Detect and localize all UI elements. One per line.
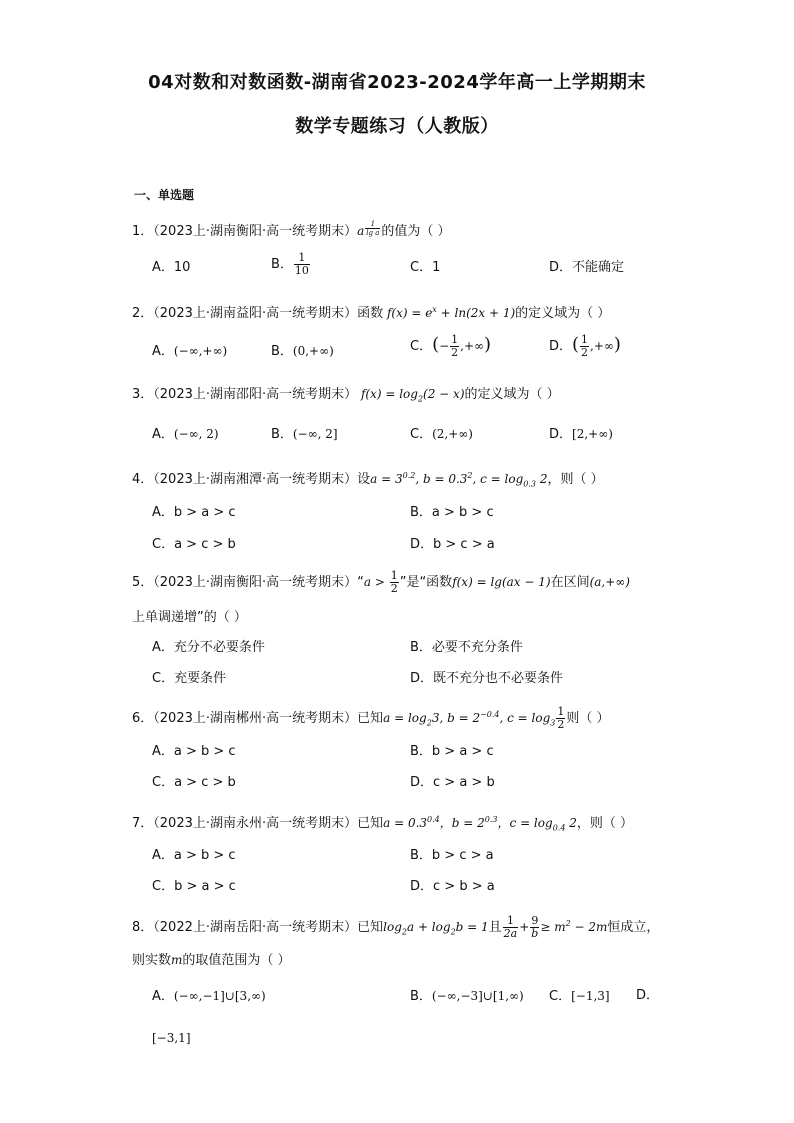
question-1-option-d[interactable]: D．不能确定 (549, 260, 625, 275)
question-4-prefix: 4．（2023上·湖南湘潭·高一统考期末）设 (132, 472, 371, 487)
question-4-expression: $a = 3^{0.2}$, $b = 0.3^2$, $c = \log_{0.3} 2$ (370, 471, 548, 489)
question-5-expression: a > $\frac{1}{2}$ (363, 569, 398, 595)
question-8-option-d-value[interactable]: [−3,1] (152, 1031, 191, 1045)
question-5-option-d[interactable]: D．既不充分也不必要条件 (410, 671, 564, 686)
question-4 (132, 466, 604, 494)
question-6-option-b[interactable]: B．b > a > c (410, 744, 494, 759)
question-8-mid: 且 (488, 920, 502, 935)
question-7-expression: $a = 0.3^{0.4}$，$b = 2^{0.3}$，$c = \log_{0.4} 2$ (383, 815, 577, 833)
question-6-option-a[interactable]: A．a > b > c (152, 744, 236, 759)
question-1-expression: a $^{\frac{1}{\text{lg a}}}$ (357, 219, 380, 238)
question-6-expression: $a = \log_23$, $b = 2^{-0.4}$, $c = \log_3$ $\frac{1}{2}$ (383, 705, 565, 731)
question-7-option-a[interactable]: A．a > b > c (152, 848, 236, 863)
question-6-option-d[interactable]: D．c > a > b (410, 775, 495, 790)
question-7 (132, 810, 633, 838)
question-8-option-c[interactable]: C．[−1,3] (549, 989, 610, 1004)
question-2-suffix: 的定义域为（ ） (515, 306, 611, 321)
question-1-option-b[interactable]: B． $\frac{1}{10}$ (271, 251, 309, 277)
question-1-suffix: 的值为（ ） (381, 224, 451, 239)
question-2-expression: $f(x) = e^x + \ln(2x + 1)$ (383, 305, 516, 320)
document-title-line1: 04对数和对数函数-湖南省2023-2024学年高一上学期期末 (148, 72, 646, 93)
question-7-option-c[interactable]: C．b > a > c (152, 879, 236, 894)
question-2-option-a[interactable]: A．(−∞,+∞) (152, 344, 228, 359)
question-3-option-b[interactable]: B．(−∞, 2] (271, 427, 338, 442)
question-3-option-c[interactable]: C．(2,+∞) (410, 427, 473, 442)
question-4-option-b[interactable]: B．a > b > c (410, 505, 494, 520)
question-2-option-c[interactable]: C．(− $\frac{1}{2}$ ,+∞) (410, 333, 492, 359)
question-8-line2-prefix: 则实数 (132, 953, 172, 968)
question-4-option-a[interactable]: A．b > a > c (152, 505, 236, 520)
question-5-option-a[interactable]: A．充分不必要条件 (152, 640, 265, 655)
question-8-option-a[interactable]: A．(−∞,−1]∪[3,∞) (152, 989, 266, 1004)
question-7-option-d[interactable]: D．c > b > a (410, 879, 495, 894)
question-5-function: f(x) = lg(ax − 1) (452, 575, 551, 589)
question-5-option-c[interactable]: C．充要条件 (152, 671, 227, 686)
question-1 (132, 218, 451, 242)
question-2 (132, 300, 610, 324)
question-8-option-b[interactable]: B．(−∞,−3]∪[1,∞) (410, 989, 524, 1004)
question-3-option-a[interactable]: A．(−∞, 2) (152, 427, 219, 442)
question-8-expression: $\log_2a + \log_2b = 1$ (383, 920, 489, 937)
question-5-interval: (a,+∞) (589, 575, 630, 589)
question-7-prefix: 7．（2023上·湖南永州·高一统考期末）已知 (132, 816, 384, 831)
question-5-interval-label: 在区间 (550, 575, 590, 590)
question-3-expression: $f(x) = \log_2(2 - x)$ (357, 387, 465, 404)
question-8-inequality: $\frac{1}{2a}$ + $\frac{9}{b}$ ≥ $m^2 - 2m$ (503, 914, 608, 940)
question-8-line2 (132, 950, 291, 971)
section-heading: 一、单选题 (134, 188, 195, 202)
question-2-option-d[interactable]: D．( $\frac{1}{2}$ ,+∞) (549, 333, 621, 359)
question-1-prefix: 1．（2023上·湖南衡阳·高一统考期末） (132, 224, 358, 239)
question-3-prefix: 3．（2023上·湖南邵阳·高一统考期末） (132, 387, 358, 402)
question-5-prefix: 5．（2023上·湖南衡阳·高一统考期末）“ (132, 575, 364, 590)
question-4-option-d[interactable]: D．b > c > a (410, 537, 495, 552)
question-3-option-d[interactable]: D．[2,+∞) (549, 427, 613, 442)
question-6 (132, 705, 610, 733)
question-8-variable: m (171, 953, 183, 967)
question-7-suffix: ，则（ ） (576, 816, 634, 831)
question-8-suffix: 恒成立， (607, 920, 660, 935)
question-5 (132, 570, 630, 595)
question-6-prefix: 6．（2023上·湖南郴州·高一统考期末）已知 (132, 711, 384, 726)
question-8-option-d[interactable]: D． (636, 988, 660, 1003)
question-6-suffix: 则（ ） (566, 711, 610, 726)
question-7-option-b[interactable]: B．b > c > a (410, 848, 494, 863)
question-5-mid: ”是“函数 (399, 575, 453, 590)
question-8 (132, 914, 659, 942)
question-2-option-b[interactable]: B．(0,+∞) (271, 344, 334, 359)
document-title-line2: 数学专题练习（人教版） (295, 116, 499, 137)
question-2-prefix: 2．（2023上·湖南益阳·高一统考期末）函数 (132, 306, 384, 321)
question-1-option-a[interactable]: A．10 (152, 260, 191, 275)
question-6-option-c[interactable]: C．a > c > b (152, 775, 236, 790)
question-4-option-c[interactable]: C．a > c > b (152, 537, 236, 552)
question-4-suffix: ，则（ ） (547, 472, 604, 487)
question-3 (132, 384, 560, 409)
question-5-line2: 上单调递增”的（ ） (132, 610, 247, 625)
question-1-option-c[interactable]: C．1 (410, 260, 441, 275)
question-8-prefix: 8．（2022上·湖南岳阳·高一统考期末）已知 (132, 920, 384, 935)
question-8-line2-suffix: 的取值范围为（ ） (182, 953, 291, 968)
question-5-option-b[interactable]: B．必要不充分条件 (410, 640, 523, 655)
question-3-suffix: 的定义域为（ ） (464, 387, 560, 402)
